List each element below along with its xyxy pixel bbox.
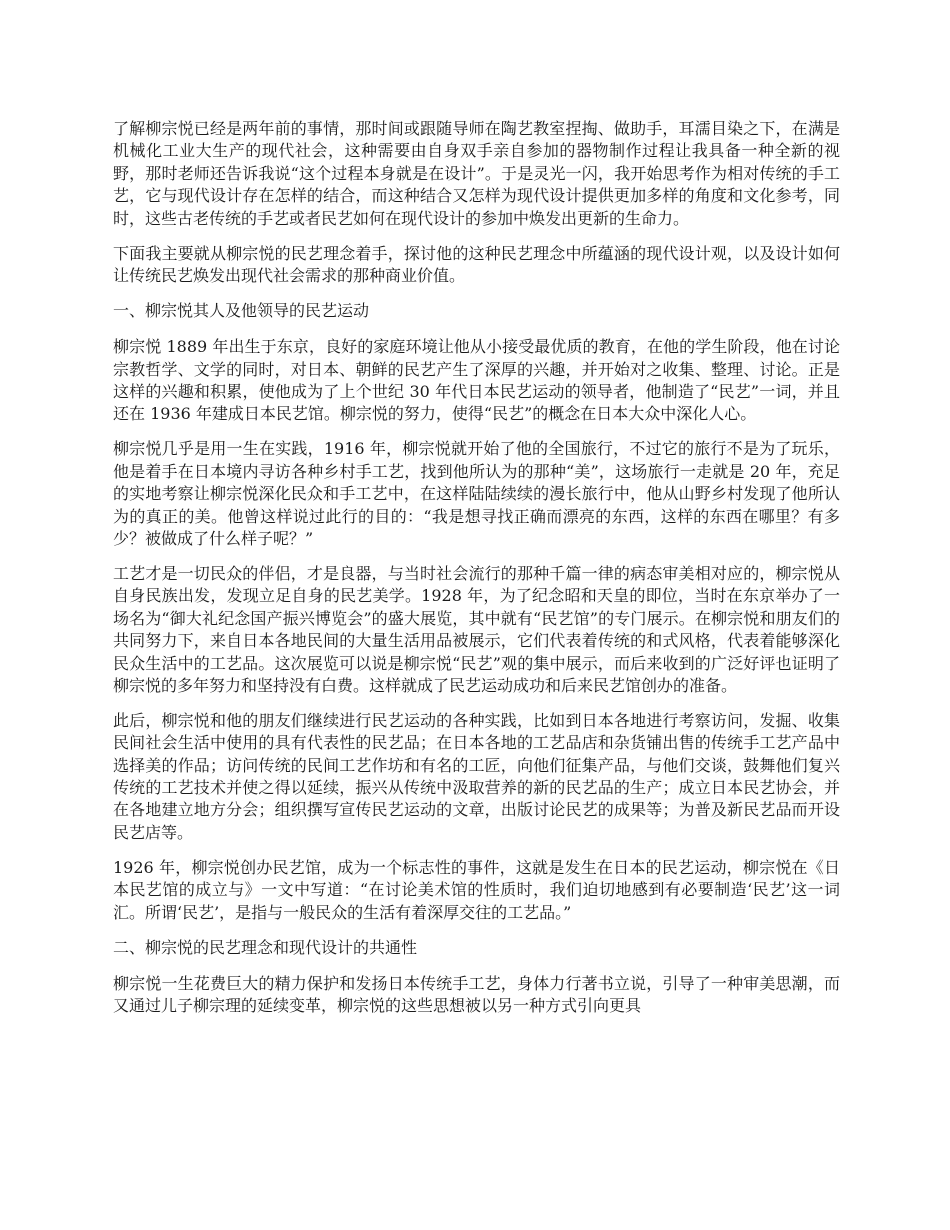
paragraph-museum: 1926 年，柳宗悦创办民艺馆，成为一个标志性的事件，这就是发生在日本的民艺运动，柳宗悦在《日本民艺馆的成立与》一文中写道：“在讨论美术馆的性质时，我们迫切地感到有必要制造‘民艺’这一词汇。所谓‘民艺’，是指与一般民众的生活有着深厚交往的工艺品。” [113, 857, 840, 922]
document-page [113, 118, 840, 1030]
paragraph-purpose: 下面我主要就从柳宗悦的民艺理念着手，探讨他的这种民艺理念中所蕴涵的现代设计观，以及设计如何让传统民艺焕发出现代社会需求的那种商业价值。 [113, 243, 840, 285]
paragraph-intro: 了解柳宗悦已经是两年前的事情，那时间或跟随导师在陶艺教室捏掏、做助手，耳濡目染之下，在满是机械化工业大生产的现代社会，这种需要由自身双手亲自参加的器物制作过程让我具备一种全新的视野，那时老师还告诉我说“这个过程本身就是在设计”。于是灵光一闪，我开始思考作为相对传统的手工艺，它与现代设计存在怎样的结合，而这种结合又怎样为现代设计提供更加多样的角度和文化参考，同时，这些古老传统的手艺或者民艺如何在现代设计的参加中焕发出更新的生命力。 [113, 119, 840, 228]
paragraph-legacy: 柳宗悦一生花费巨大的精力保护和发扬日本传统手工艺，身体力行著书立说，引导了一种审美思潮，而又通过儿子柳宗理的延续变革，柳宗悦的这些思想被以另一种方式引向更具 [113, 973, 840, 1016]
paragraph-travels: 柳宗悦几乎是用一生在实践，1916 年，柳宗悦就开始了他的全国旅行，不过它的旅行不是为了玩乐，他是着手在日本境内寻访各种乡村手工艺，找到他所认为的那种“美”，这场旅行一走就是 20 年，充足的实地考察让柳宗悦深化民众和手工艺中，在这样陆陆续续的漫长旅行中，他从山野乡村发现了他所认为的真正的美。他曾这样说过此行的目的：“我是想寻找正确而漂亮的东西，这样的东西在哪里？有多少？被做成了什么样子呢？” [113, 439, 840, 548]
section-heading-1: 一、柳宗悦其人及他领导的民艺运动 [113, 300, 370, 320]
paragraph-exhibition: 工艺才是一切民众的伴侣，才是良器，与当时社会流行的那种千篇一律的病态审美相对应的，柳宗悦从自身民族出发，发现立足自身的民艺美学。1928 年，为了纪念昭和天皇的即位，当时在东京举办了一场名为“御大礼纪念国产振兴博览会”的盛大展览，其中就有“民艺馆”的专门展示。在柳宗悦和朋友们的共同努力下，来自日本各地民间的大量生活用品被展示，它们代表着传统的和式风格，代表着能够深化民众生活中的工艺品。这次展览可以说是柳宗悦“民艺”观的集中展示，而后来收到的广泛好评也证明了柳宗悦的多年努力和坚持没有白费。这样就成了民艺运动成功和后来民艺馆创办的准备。 [113, 563, 840, 695]
section-heading-2: 二、柳宗悦的民艺理念和现代设计的共通性 [113, 937, 418, 957]
paragraph-practice: 此后，柳宗悦和他的朋友们继续进行民艺运动的各种实践，比如到日本各地进行考察访问，发掘、收集民间社会生活中使用的具有代表性的民艺品；在日本各地的工艺品店和杂货铺出售的传统手工艺产品中选择美的作品；访问传统的民间工艺作坊和有名的工匠，向他们征集产品，与他们交谈，鼓舞他们复兴传统的工艺技术并使之得以延续，振兴从传统中汲取营养的新的民艺品的生产；成立日本民艺协会，并在各地建立地方分会；组织撰写宣传民艺运动的文章，出版讨论民艺的成果等；为普及新民艺品而开设民艺店等。 [113, 710, 840, 842]
paragraph-biography: 柳宗悦 1889 年出生于东京，良好的家庭环境让他从小接受最优质的教育，在他的学生阶段，他在讨论宗教哲学、文学的同时，对日本、朝鲜的民艺产生了深厚的兴趣，并开始对之收集、整理、讨论。正是这样的兴趣和积累，使他成为了上个世纪 30 年代日本民艺运动的领导者，他制造了“民艺”一词，并且还在 1936 年建成日本民艺馆。柳宗悦的努力，使得“民艺”的概念在日本大众中深化人心。 [113, 337, 840, 424]
